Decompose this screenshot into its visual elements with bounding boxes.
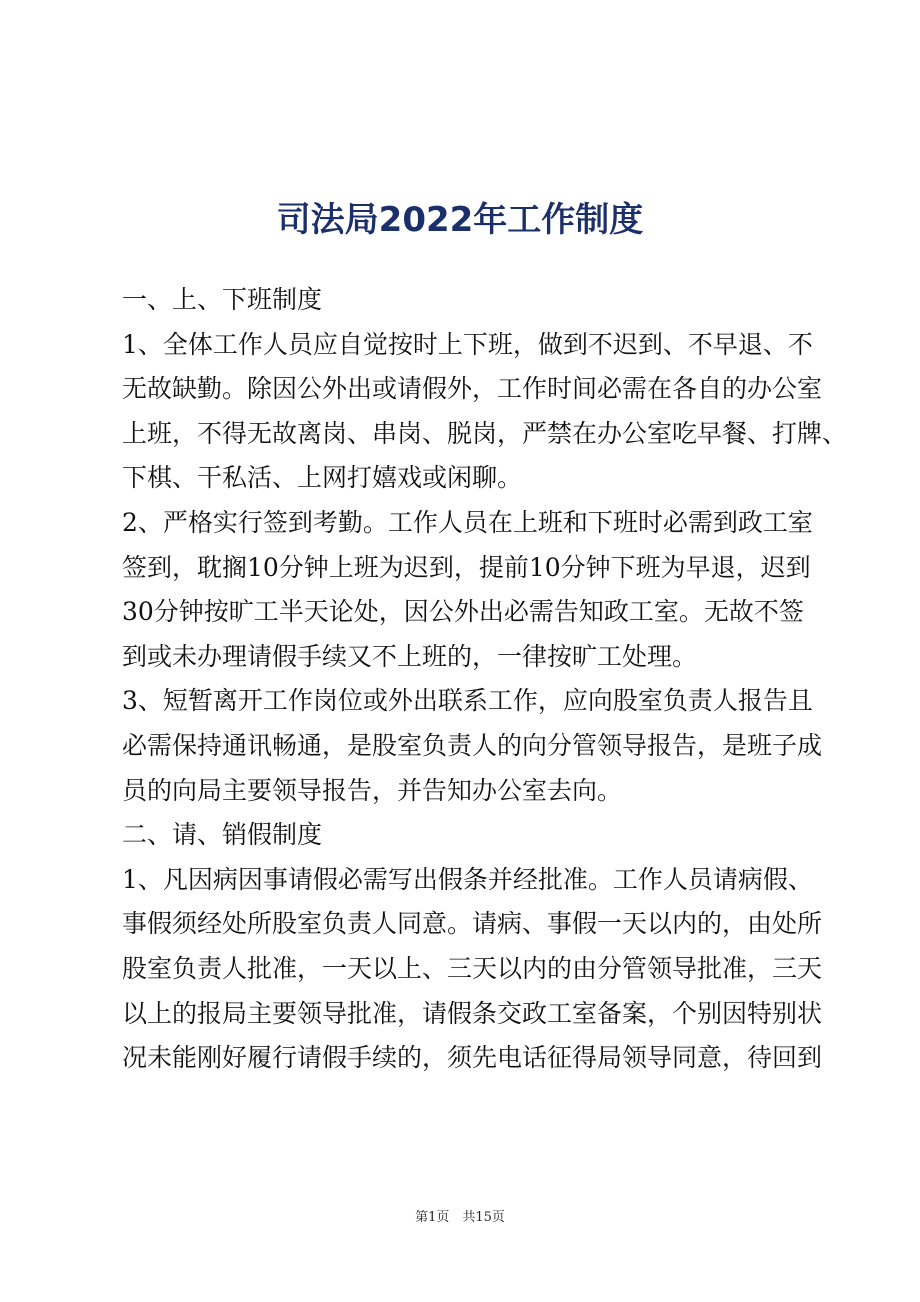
document-title: 司法局2022年工作制度 <box>276 200 644 240</box>
page-footer: 第1页 共15页 <box>415 1210 505 1225</box>
text-line: 事假须经处所股室负责人同意。请病、事假一天以内的，由处所 <box>122 909 823 939</box>
text-line: 上班，不得无故离岗、串岗、脱岗，严禁在办公室吃早餐、打牌、 <box>122 418 848 448</box>
text-line: 以上的报局主要领导批准，请假条交政工室备案，个别因特别状 <box>122 998 823 1028</box>
text-line: 30分钟按旷工半天论处，因公外出必需告知政工室。无故不签 <box>122 597 804 627</box>
text-line: 员的向局主要领导报告，并告知办公室去向。 <box>122 775 623 805</box>
text-line: 2、严格实行签到考勤。工作人员在上班和下班时必需到政工室 <box>122 507 813 537</box>
text-line: 无故缺勤。除因公外出或请假外，工作时间必需在各自的办公室 <box>122 374 823 404</box>
text-line: 必需保持通讯畅通，是股室负责人的向分管领导报告，是班子成 <box>122 730 823 760</box>
text-line: 股室负责人批准，一天以上、三天以内的由分管领导批准，三天 <box>122 953 823 983</box>
text-line: 下棋、干私活、上网打嬉戏或闲聊。 <box>122 463 523 493</box>
text-line: 1、凡因病因事请假必需写出假条并经批准。工作人员请病假、 <box>122 864 813 894</box>
text-line: 签到，耽搁10分钟上班为迟到，提前10分钟下班为早退，迟到 <box>122 552 811 582</box>
text-line: 况未能刚好履行请假手续的，须先电话征得局领导同意，待回到 <box>122 1043 823 1073</box>
text-line: 到或未办理请假手续又不上班的，一律按旷工处理。 <box>122 641 698 671</box>
text-line: 1、全体工作人员应自觉按时上下班，做到不迟到、不早退、不 <box>122 329 813 359</box>
text-line: 3、短暂离开工作岗位或外出联系工作，应向股室负责人报告且 <box>122 686 813 716</box>
text-line: 一、上、下班制度 <box>122 285 323 314</box>
text-line: 二、请、销假制度 <box>122 820 323 850</box>
document-body <box>122 278 848 1081</box>
